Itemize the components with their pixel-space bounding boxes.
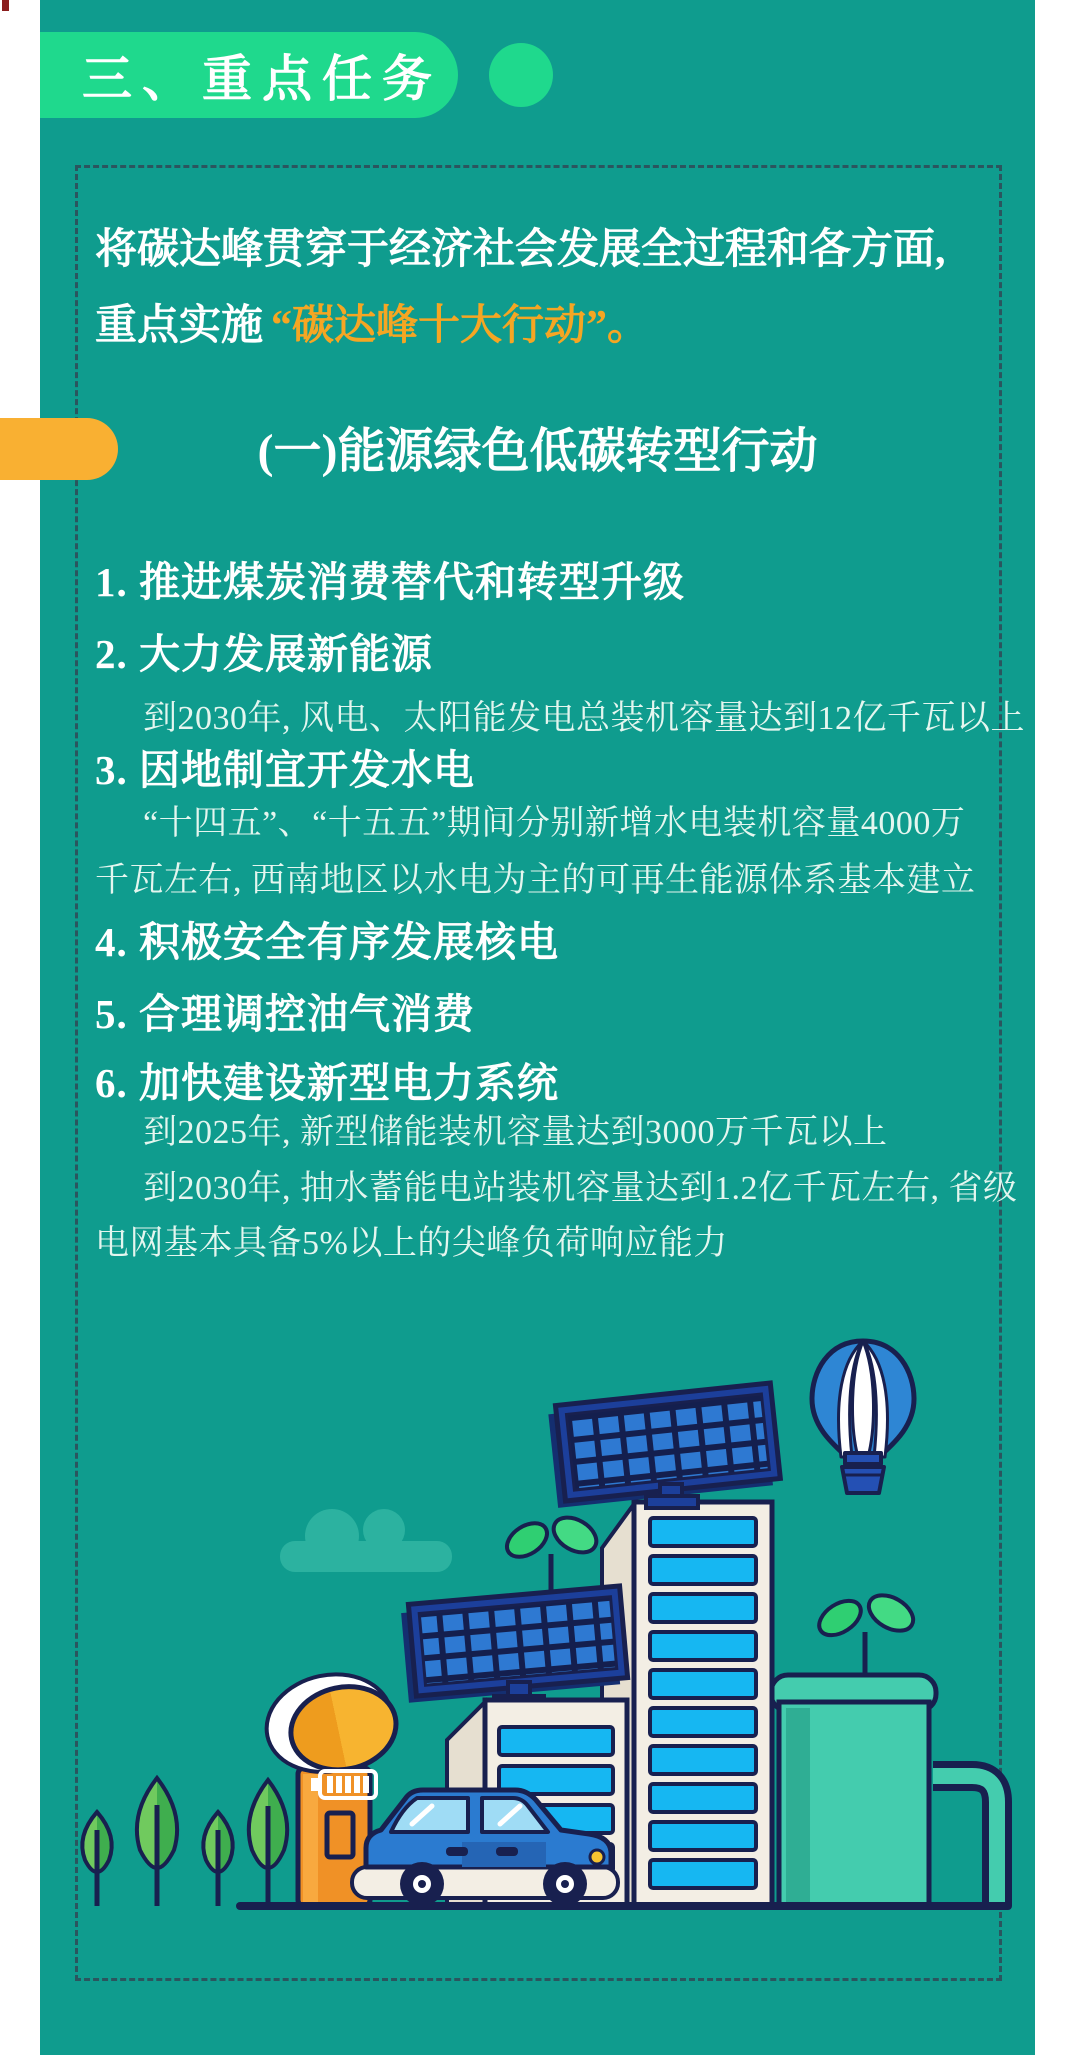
- coin-icon: [257, 1662, 403, 1784]
- intro-line-1: 将碳达峰贯穿于经济社会发展全过程和各方面,: [95, 227, 946, 273]
- intro-line-2: [95, 288, 1007, 364]
- intro-paragraph: [95, 212, 1007, 364]
- list-item: 3. 因地制宜开发水电: [95, 747, 475, 793]
- list-item: 1. 推进煤炭消费替代和转型升级: [95, 559, 685, 605]
- list-item: 5. 合理调控油气消费: [95, 991, 475, 1037]
- intro-highlight: “碳达峰十大行动”。: [271, 303, 650, 349]
- list-item: 6. 加快建设新型电力系统: [95, 1060, 559, 1106]
- section-tab: [0, 418, 118, 480]
- list-item-detail: 到2030年, 抽水蓄能电站装机容量达到1.2亿千瓦左右, 省级: [143, 1170, 1018, 1207]
- car-wheel: [543, 1862, 587, 1906]
- banner-dot: [489, 43, 553, 107]
- storage-tank-icon: [771, 1675, 997, 1906]
- list-item-detail: 电网基本具备5%以上的尖峰负荷响应能力: [95, 1225, 728, 1262]
- corner-artifact: [2, 0, 9, 11]
- section-heading: (一)能源绿色低碳转型行动: [257, 425, 818, 478]
- section-banner: [40, 32, 458, 118]
- list-item: 4. 积极安全有序发展核电: [95, 919, 559, 965]
- city-illustration: [0, 1020, 1080, 2055]
- list-item: 2. 大力发展新能源: [95, 631, 433, 677]
- tree-icon: [82, 1778, 287, 1906]
- sprout-icon: [813, 1588, 919, 1682]
- list-item-detail: 到2025年, 新型储能装机容量达到3000万千瓦以上: [143, 1114, 888, 1151]
- list-item-detail: 千瓦左右, 西南地区以水电为主的可再生能源体系基本建立: [95, 862, 976, 899]
- intro-line-2-prefix: 重点实施: [95, 303, 264, 349]
- list-item-detail: “十四五”、“十五五”期间分别新增水电装机容量4000万: [143, 805, 966, 842]
- list-item-detail: 到2030年, 风电、太阳能发电总装机容量达到12亿千瓦以上: [143, 700, 1025, 737]
- section-banner-title: 三、重点任务: [82, 51, 442, 107]
- hot-air-balloon-icon: [812, 1341, 914, 1493]
- car-wheel: [400, 1862, 444, 1906]
- cloud-icon: [280, 1509, 452, 1572]
